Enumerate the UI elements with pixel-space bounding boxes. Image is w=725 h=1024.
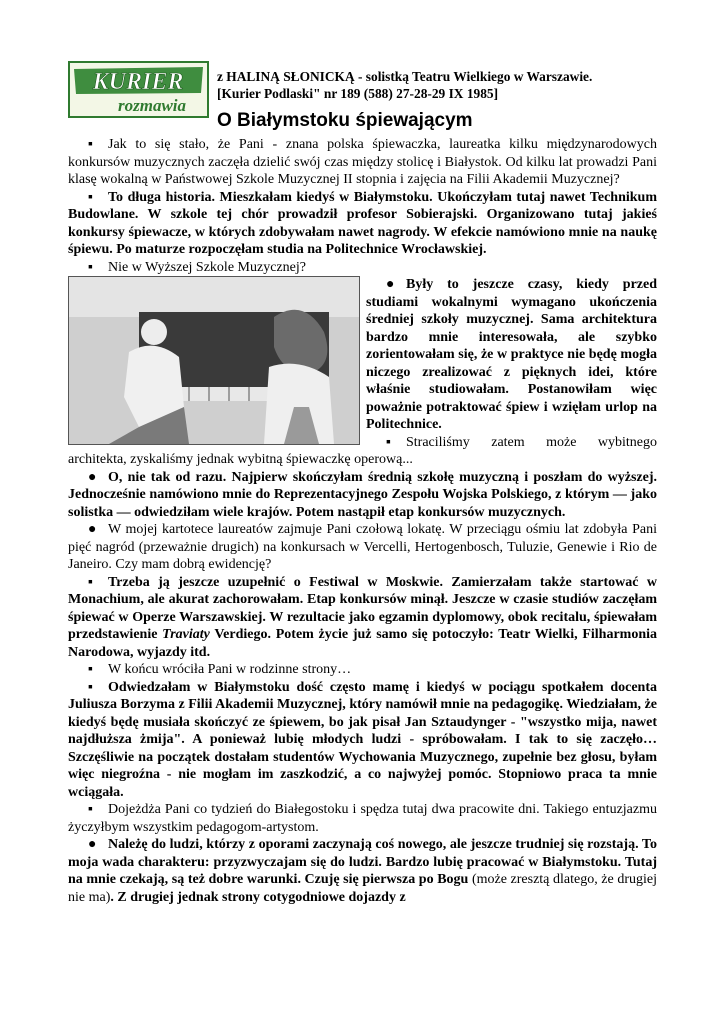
logo-line2: rozmawia [117,96,187,115]
paragraph-text: W mojej kartotece laureatów zajmuje Pani czołową lokatę. W przeciągu ośmiu lat zdobyła Pani pięć nagród (przeważnie drugich) na konkursach w Vercelli, Hertogenbosch, Tuluzie, Genewie i Rio de Janeiro. Czy mam dobrą ewidencję? [68,522,657,572]
paragraph-text: Trzeba ją jeszcze uzupełnić o Festiwal w Moskwie. Zamierzałam także startować w Monachium, ale akurat zachorowałam. Etap konkursów minął. Jeszcze w czasie studiów zaczęłam śpiewać w Operze Warszawskiej. W rezultacie jako egzamin dyplomowy, obok recitalu, śpiewałam przedstawienie [68,574,657,642]
article-title: O Białymstoku śpiewającym [217,110,473,131]
dot-bullet-icon: ● [88,469,97,485]
dot-bullet-icon: ● [88,837,97,852]
article-photo [68,276,360,445]
logo-line1: KURIER [92,69,184,95]
paragraph-12 [68,836,657,906]
paragraph-10 [68,679,657,802]
paragraph-text: To długa historia. Mieszkałam kiedyś w Białymstoku. Ukończyłam tutaj nawet Technikum Budowlane. W szkole tej chór prowadził profesor Sobierajski. Organizowano tutaj jakieś konkursy śpiewacze, w których zdobywałam nawet nagrody. W efekcie namówiono mnie na naukę śpiewu. Po maturze rozpoczęłam studia na Politechnice Wrocławskiej. [68,189,657,257]
header-line-2: [Kurier Podlaski" nr 189 (588) 27-28-29 IX 1985] [217,86,499,101]
paragraph-text: Odwiedzałam w Białymstoku dość często mamę i kiedyś w pociągu spotkałem docenta Juliusza Borzyma z Filii Akademii Muzycznej, który namówił mnie na pedagogikę. Wiedziałam, że kiedyś będę musiała skończyć ze śpiewem, bo jak pisał Jan Sztaudynger - "wszystko mija, nawet najdłuższa żmija". A ponieważ lubię młodych ludzi - spróbowałam. I tak to się zaczęło… Szczęśliwie na początek dostałam studentów Wychowania Muzycznego, zupełnie bez głosu, byłam więc niegroźna - nie mogłam im zaszkodzić, a co najwyżej pomóc. Stopniowo praca ta mnie wciągała. [68,679,657,800]
square-bullet-icon: ▪ [88,259,93,275]
square-bullet-icon: ▪ [88,662,93,677]
square-bullet-icon: ▪ [88,802,93,817]
article-body [68,136,657,906]
paragraph-text: O, nie tak od razu. Najpierw skończyłam średnią szkołę muzyczną i poszłam do wyższej. Jednocześnie namówiono mnie do Reprezentacyjnego Zespołu Wojska Polskiego, z którym — jako solistka — odwiedziłam wiele krajów. Potem nastąpił etap konkursów muzycznych. [68,469,657,520]
paragraph-text: . Z drugiej jednak strony cotygodniowe dojazdy z [110,889,406,905]
paragraph-6 [68,469,657,522]
paragraph-2 [68,189,657,259]
square-bullet-icon: ▪ [88,137,93,152]
opera-title: Traviaty [162,627,210,642]
paragraph-text-plain: (może zresztą dlatego, że drugiej nie ma) [68,872,658,905]
paragraph-8 [68,574,657,662]
paragraph-text: Dojeżdża Pani co tydzień do Białegostoku i spędza tutaj dwa pracowite dni. Takiego entuzjazmu życzyłbym wszystkim pedagogom-artystom. [68,802,657,835]
paragraph-text: W końcu wróciła Pani w rodzinne strony… [108,662,352,677]
square-bullet-icon: ▪ [88,189,93,205]
dot-bullet-icon: ● [88,522,97,537]
paragraph-11 [68,801,657,836]
paragraph-1 [68,136,657,189]
paragraph-3 [68,259,657,277]
kurier-rozmawia-logo [68,61,209,118]
square-bullet-icon: ▪ [88,574,93,590]
paragraph-text: Były to jeszcze czasy, kiedy przed studiami wokalnymi wymagano ukończenia średniej szkoły muzycznej. Sama architektura bardzo mnie interesowała, ale szybko zorientowałam się, że w praktyce nie będę mogła niczego zrealizować z pięknych idei, które właśnie studiowałam. Postanowiłam więc poważnie potraktować śpiew i wzięłam urlop na Politechnice. [366,277,657,432]
paragraph-text: Należę do ludzi, którzy z oporami zaczynają coś nowego, ale jeszcze trudniej się rozstają. To moja wada charakteru: przyzwyczajam się do ludzi. Bardzo lubię pracować w Białymstoku. Tutaj na mnie czekają, są też dobre warunki. Czuję się pierwsza po Bogu [68,837,657,887]
paragraph-9 [68,661,657,679]
paragraph-text: Straciliśmy zatem może wybitnego architekta, zyskaliśmy jednak wybitną śpiewaczkę operową... [68,434,657,467]
paragraph-text: Verdiego. Potem życie już samo się potoczyło: Teatr Wielki, Filharmonia Narodowa, wyjazdy itd. [68,627,657,660]
header-line-1: z HALINĄ SŁONICKĄ - solistką Teatru Wielkiego w Warszawie. [217,69,593,84]
paragraph-text: Nie w Wyższej Szkole Muzycznej? [108,259,306,275]
dot-bullet-icon: ● [386,277,395,292]
paragraph-7 [68,521,657,574]
square-bullet-icon: ▪ [386,434,391,450]
paragraph-text: Jak to się stało, że Pani - znana polska śpiewaczka, laureatka kilku międzynarodowych konkursów muzycznych zaczęła dzielić swój czas między stolicę i Białystok. Od kilku lat prowadzi Pani klasę wokalną w Państwowej Szkole Muzycznej II stopnia i zajęcia na Filii Akademii Muzycznej? [68,137,657,187]
square-bullet-icon: ▪ [88,679,93,695]
